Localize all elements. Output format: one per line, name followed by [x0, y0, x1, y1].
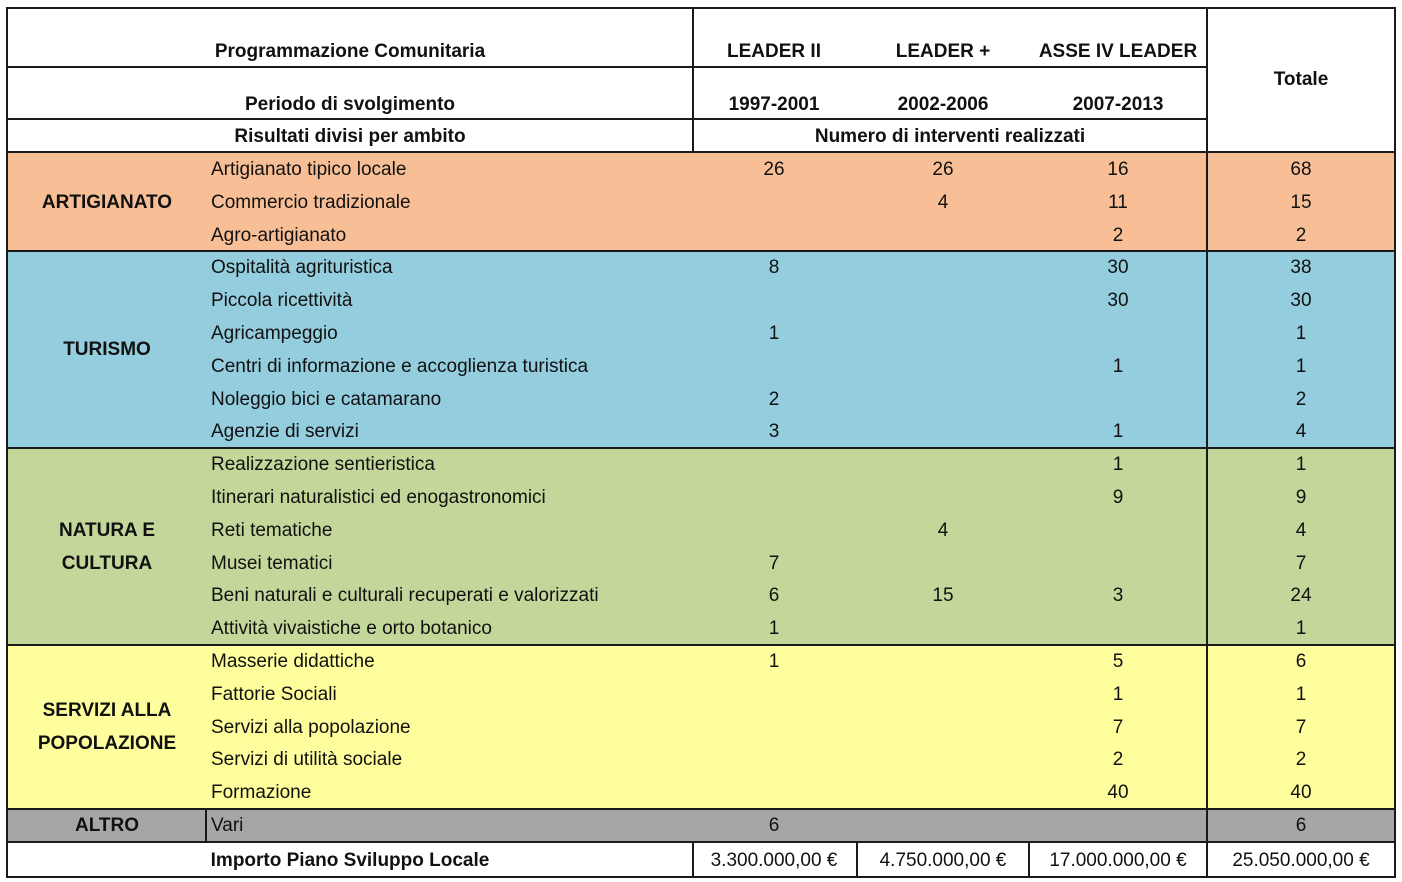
row-name: Commercio tradizionale: [211, 191, 411, 213]
row-value-asse-iv: 1: [1112, 421, 1124, 443]
row-value-leader-plus: 26: [932, 159, 954, 180]
footer-label: Importo Piano Sviluppo Locale: [210, 850, 490, 871]
row-name: Servizi alla popolazione: [211, 716, 411, 738]
row-value-leader-ii: 6: [768, 815, 780, 836]
grid-right-border: [1394, 7, 1396, 878]
grid-vline: [692, 7, 694, 153]
row-name: Piccola ricettività: [211, 290, 353, 312]
row-name: Noleggio bici e catamarano: [211, 388, 442, 410]
row-value-asse-iv: 30: [1107, 290, 1129, 312]
grid-vline: [1206, 151, 1208, 843]
row-value-leader-ii: 1: [768, 323, 780, 344]
row-value-leader-ii: 8: [768, 257, 780, 279]
section-label-line: POPOLAZIONE: [37, 733, 177, 754]
row-name: Reti tematiche: [211, 519, 333, 541]
row-value-totale: 2: [1295, 388, 1307, 410]
row-value-totale: 68: [1290, 159, 1312, 180]
section-label-line: ARTIGIANATO: [41, 191, 173, 213]
row-name: Fattorie Sociali: [211, 683, 337, 705]
row-value-leader-ii: 3: [768, 421, 780, 443]
row-value-totale: 1: [1295, 683, 1307, 705]
section-label-line: ALTRO: [74, 814, 140, 836]
row-value-asse-iv: 3: [1112, 585, 1124, 607]
section-label: [8, 448, 206, 645]
row-name: Vari: [211, 815, 244, 836]
section-separator: [6, 644, 1396, 646]
row-name: Musei tematici: [211, 552, 333, 574]
row-name: Agro-artigianato: [211, 224, 347, 246]
row-value-totale: 30: [1290, 290, 1312, 312]
header-program-leader-plus: LEADER +: [895, 41, 991, 62]
grid-vline: [1028, 842, 1030, 876]
row-value-totale: 4: [1295, 421, 1307, 443]
row-value-asse-iv: 16: [1107, 159, 1129, 180]
row-value-totale: 1: [1295, 618, 1307, 640]
row-value-totale: 1: [1295, 323, 1307, 344]
row-value-totale: 6: [1295, 651, 1307, 672]
grid-vline: [692, 842, 694, 876]
header-programmazione: Programmazione Comunitaria: [214, 41, 486, 62]
grid-vline: [1206, 7, 1208, 153]
row-value-leader-ii: 26: [763, 159, 785, 180]
row-name: Itinerari naturalistici ed enogastronomici: [211, 487, 546, 508]
grid-hline: [6, 151, 1396, 153]
header-period-1997-2001: 1997-2001: [728, 94, 820, 115]
footer-amount-leader-ii: 3.300.000,00 €: [710, 850, 838, 871]
footer-separator: [6, 841, 1396, 843]
row-value-leader-ii: 1: [768, 618, 780, 640]
row-value-totale: 1: [1295, 355, 1307, 377]
header-program-asse-iv: ASSE IV LEADER: [1038, 41, 1198, 62]
row-value-asse-iv: 1: [1112, 355, 1124, 377]
row-value-asse-iv: 1: [1112, 454, 1124, 476]
row-name: Beni naturali e culturali recuperati e valorizzati: [211, 585, 599, 607]
section-label: [8, 809, 206, 842]
row-value-asse-iv: 30: [1107, 257, 1129, 279]
section-separator: [6, 447, 1396, 449]
section-label: [8, 251, 206, 448]
header-period-2002-2006: 2002-2006: [897, 94, 989, 115]
row-value-asse-iv: 9: [1112, 487, 1124, 508]
row-value-leader-ii: 7: [768, 552, 780, 574]
row-name: Centri di informazione e accoglienza turistica: [211, 355, 589, 377]
grid-bottom-border: [6, 876, 1396, 878]
grid-top-border: [6, 7, 1396, 9]
grid-vline: [856, 842, 858, 876]
row-value-asse-iv: 11: [1108, 191, 1128, 213]
grid-hline: [6, 66, 1208, 68]
row-value-totale: 24: [1290, 585, 1312, 607]
row-name: Attività vivaistiche e orto botanico: [211, 618, 492, 640]
section-label-line: NATURA E: [58, 519, 156, 541]
section-separator: [6, 808, 1396, 810]
header-totale: Totale: [1273, 69, 1329, 90]
footer-amount-totale: 25.050.000,00 €: [1232, 850, 1370, 871]
row-value-leader-plus: 15: [932, 585, 954, 607]
grid-vline: [205, 809, 207, 842]
row-value-totale: 2: [1295, 224, 1307, 246]
row-value-leader-plus: 4: [937, 191, 949, 213]
footer-amount-asse-iv: 17.000.000,00 €: [1049, 850, 1187, 871]
row-value-totale: 40: [1290, 782, 1312, 804]
section-band-natura: [8, 448, 1394, 645]
section-label-line: SERVIZI ALLA: [42, 700, 172, 721]
row-value-leader-plus: 4: [937, 519, 949, 541]
grid-left-border: [6, 7, 8, 878]
section-label: [8, 153, 206, 251]
grid-hline: [6, 118, 1208, 120]
row-name: Masserie didattiche: [211, 651, 375, 672]
section-label: [8, 645, 206, 809]
row-value-leader-ii: 1: [768, 651, 780, 672]
row-value-asse-iv: 7: [1112, 716, 1124, 738]
header-program-leader-ii: LEADER II: [727, 41, 821, 62]
header-period-2007-2013: 2007-2013: [1072, 94, 1164, 115]
row-value-leader-ii: 2: [768, 388, 780, 410]
row-value-totale: 6: [1295, 815, 1307, 836]
row-value-asse-iv: 40: [1107, 782, 1129, 804]
row-value-totale: 2: [1295, 749, 1307, 771]
row-name: Agenzie di servizi: [211, 421, 359, 443]
row-value-totale: 7: [1295, 552, 1307, 574]
row-name: Formazione: [211, 782, 312, 804]
row-name: Servizi di utilità sociale: [211, 749, 403, 771]
row-value-totale: 9: [1295, 487, 1307, 508]
row-value-totale: 15: [1290, 191, 1312, 213]
row-value-totale: 1: [1295, 454, 1307, 476]
header-risultati: Risultati divisi per ambito: [234, 126, 466, 147]
row-value-totale: 7: [1295, 716, 1307, 738]
row-value-asse-iv: 1: [1112, 683, 1124, 705]
section-separator: [6, 250, 1396, 252]
section-label-line: TURISMO: [63, 339, 151, 361]
footer-amount-leader-plus: 4.750.000,00 €: [879, 850, 1007, 871]
section-label-line: CULTURA: [61, 552, 153, 574]
row-value-leader-ii: 6: [768, 585, 780, 607]
header-numero-interventi: Numero di interventi realizzati: [814, 126, 1086, 147]
grid-vline: [1206, 842, 1208, 876]
section-band-turismo: [8, 251, 1394, 448]
header-periodo: Periodo di svolgimento: [244, 94, 456, 115]
row-name: Artigianato tipico locale: [211, 159, 407, 180]
row-value-asse-iv: 2: [1112, 749, 1124, 771]
row-value-totale: 38: [1290, 257, 1312, 279]
row-name: Agricampeggio: [211, 323, 338, 344]
row-value-totale: 4: [1295, 519, 1307, 541]
row-name: Realizzazione sentieristica: [211, 454, 435, 476]
row-value-asse-iv: 5: [1112, 651, 1124, 672]
row-value-asse-iv: 2: [1112, 224, 1124, 246]
row-name: Ospitalità agrituristica: [211, 257, 393, 279]
